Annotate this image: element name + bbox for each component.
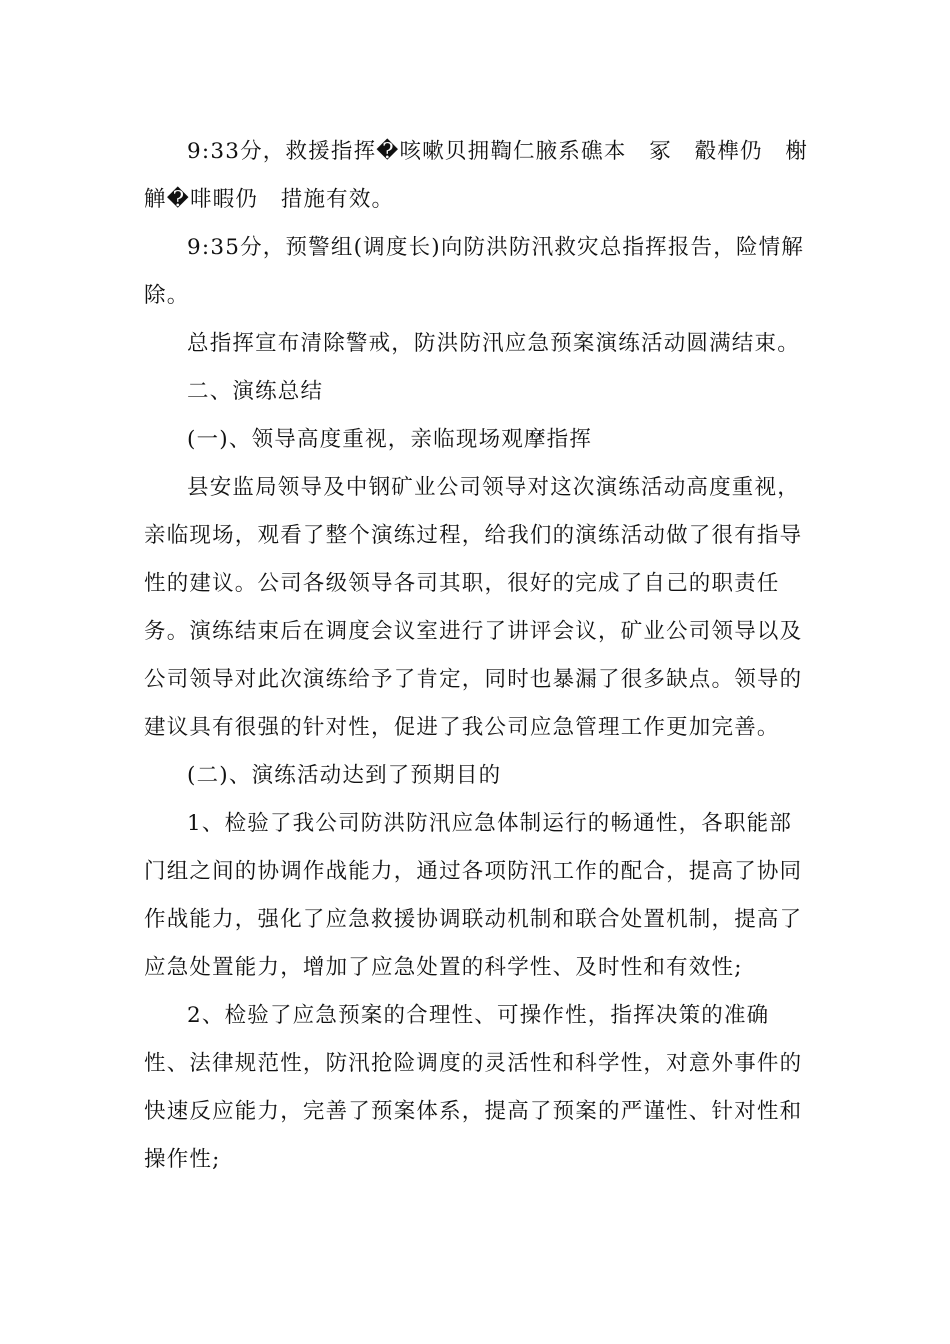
- paragraph-item-2: 2、检验了应急预案的合理性、可操作性，指挥决策的准确性、法律规范性，防汛抢险调度的灵活性和科学性，对意外事件的快速反应能力，完善了预案体系，提高了预案的严谨性、针对性和操作性;: [144, 1003, 803, 1172]
- paragraph-item-1: 1、检验了我公司防洪防汛应急体制运行的畅通性，各职能部门组之间的协调作战能力，通过各项防汛工作的配合，提高了协同作战能力，强化了应急救援协调联动机制和联合处置机制，提高了应急处置能力，增加了应急处置的科学性、及时性和有效性;: [144, 811, 803, 980]
- subheading-goals: (二)、演练活动达到了预期目的: [187, 763, 502, 788]
- paragraph-timeline-933: 9:33分，救援指挥�咳嗽贝拥鞫仁腋系礁本 冢 觳榫仍 榭觯�啡暇仍 措施有效。: [144, 139, 809, 212]
- paragraph-drill-end: 总指挥宣布清除警戒，防洪防汛应急预案演练活动圆满结束。: [187, 331, 800, 356]
- section-heading-summary: 二、演练总结: [187, 379, 324, 404]
- document-body: [144, 128, 809, 1184]
- paragraph-timeline-935: 9:35分，预警组(调度长)向防洪防汛救灾总指挥报告，险情解除。: [144, 235, 805, 308]
- subheading-leadership: (一)、领导高度重视，亲临现场观摩指挥: [187, 427, 593, 452]
- paragraph-leadership: 县安监局领导及中钢矿业公司领导对这次演练活动高度重视，亲临现场，观看了整个演练过程，给我们的演练活动做了很有指导性的建议。公司各级领导各司其职，很好的完成了自己的职责任务。演练结束后在调度会议室进行了讲评会议，矿业公司领导以及公司领导对此次演练给予了肯定，同时也暴漏了很多缺点。领导的建议具有很强的针对性，促进了我公司应急管理工作更加完善。: [144, 475, 803, 740]
